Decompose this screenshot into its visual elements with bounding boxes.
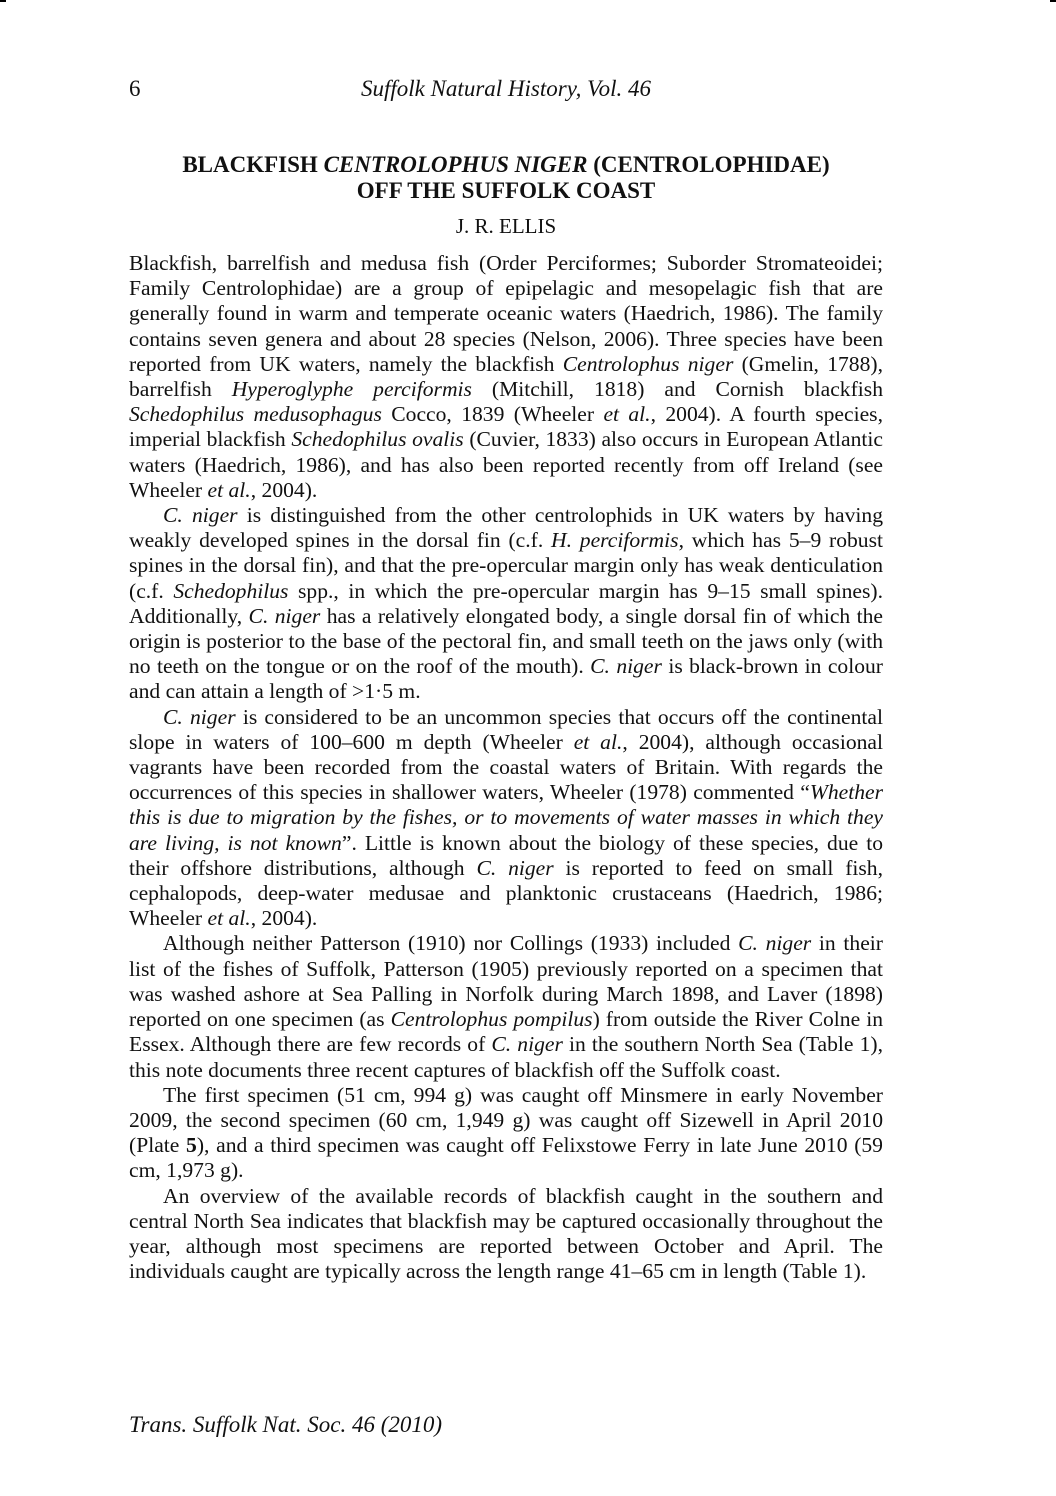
text: ”. Little is known about the biology of these species, due to their offshore distributions, although [129, 830, 883, 880]
running-header [129, 76, 883, 106]
text: , 2004). [250, 906, 318, 931]
species-name: Hyperoglyphe perciformis [231, 377, 472, 402]
text: is distinguished from the other centrolophids in UK waters by having weakly developed spines in the dorsal fin (c.f. [129, 503, 883, 553]
text: is reported to feed on small fish, cephalopods, deep-water medusae and planktonic crustaceans (Haedrich, 1986; Wheeler [129, 855, 884, 931]
text: Although neither Patterson (1910) nor Collings (1933) included [163, 931, 739, 956]
text: spp., in which the pre-opercular margin has 9–15 small spines). Additionally, [129, 578, 883, 628]
species-name: C. niger [163, 704, 236, 729]
text: in their list of the fishes of Suffolk, Patterson (1905) previously reported on a specimen that was washed ashore at Sea Palling in Norfolk during March 1898, and Laver (1898) reported on one specimen (as [129, 931, 884, 1032]
text: in the southern North Sea (Table 1), this note documents three recent captures of blackfish off the Suffolk coast. [129, 1032, 883, 1082]
title-text: BLACKFISH [182, 152, 324, 177]
article-title [129, 152, 883, 204]
quotation: Whether this is due to migration by the fishes, or to movements of water masses in which they are living, is not known [129, 780, 883, 855]
citation-etal: et al. [207, 477, 251, 502]
paragraph-2 [129, 503, 883, 705]
text: , which has 5–9 robust spines in the dorsal fin), and that the pre-opercular margin only has weak denticulation (c.f. [129, 528, 884, 603]
title-line-2: OFF THE SUFFOLK COAST [356, 178, 656, 203]
plate-reference: 5 [186, 1133, 197, 1158]
paragraph-4 [129, 931, 883, 1082]
paragraph-5 [129, 1083, 883, 1184]
species-name: C. niger [590, 654, 662, 679]
paragraph-6 [129, 1184, 883, 1285]
corner-mark-right [1050, 0, 1056, 2]
text: has a relatively elongated body, a single dorsal fin of which the origin is posterior to the base of the pectoral fin, and small teeth on the jaws only (with no teeth on the tongue or on the roof of the mouth). [129, 603, 883, 679]
species-name: Schedophilus [173, 578, 289, 603]
paragraph-3 [129, 705, 883, 932]
text: (Gmelin, 1788), barrelfish [129, 351, 883, 402]
species-name: C. niger [738, 931, 812, 956]
text: is black-brown in colour and can attain a length of >1·5 m. [129, 654, 883, 704]
text: ), and a third specimen was caught off Felixstowe Ferry in late June 2010 (59 cm, 1,973 g). [129, 1133, 883, 1183]
text: is considered to be an uncommon species that occurs off the continental slope in waters of 100–600 m depth (Wheeler [129, 704, 884, 754]
species-name: C. niger [163, 503, 238, 528]
text: (Mitchill, 1818) and Cornish blackfish [471, 377, 883, 402]
text: Cocco, 1839 (Wheeler [381, 402, 604, 427]
title-line-1 [129, 152, 883, 178]
species-name: C. niger [491, 1032, 563, 1057]
running-footer: Trans. Suffolk Nat. Soc. 46 (2010) [129, 1412, 443, 1437]
text: , 2004). A fourth species, imperial blackfish [129, 402, 883, 452]
citation-etal: et al. [573, 729, 623, 754]
species-name: C. niger [476, 855, 554, 880]
text: ) from outside the River Colne in Essex. Although there are few records of [129, 1007, 883, 1057]
citation-etal: et al. [207, 906, 251, 931]
text: The first specimen (51 cm, 994 g) was caught off Minsmere in early November 2009, the second specimen (60 cm, 1,949 g) was caught off Sizewell in April 2010 (Plate [129, 1082, 883, 1158]
paragraph-1 [129, 251, 883, 503]
text: , 2004), although occasional vagrants have been recorded from the coastal waters of Britain. With regards the occurrences of this species in shallower waters, Wheeler (1978) commented “ [129, 729, 883, 805]
corner-mark-left [0, 0, 6, 2]
journal-title: Suffolk Natural History, Vol. 46 [360, 76, 652, 101]
species-name: H. perciformis [551, 528, 679, 553]
article-body [129, 251, 883, 1284]
species-name: Centrolophus pompilus [390, 1007, 593, 1032]
species-name: Schedophilus medusophagus [129, 402, 382, 427]
page-number: 6 [129, 76, 141, 101]
author: J. R. ELLIS [455, 214, 557, 238]
species-name: C. niger [248, 603, 321, 628]
title-species: CENTROLOPHUS NIGER [323, 152, 588, 177]
text: (Cuvier, 1833) also occurs in European Atlantic waters (Haedrich, 1986), and has also been reported recently from off Ireland (see Wheeler [129, 427, 883, 502]
text: Blackfish, barrelfish and medusa fish (Order Perciformes; Suborder Stromateoidei; Family Centrolophidae) are a group of epipelagic and mesopelagic fish that are generally found in warm and temperate oceanic waters (Haedrich, 1986). The family contains seven genera and about 28 species (Nelson, 2006). Three species have been reported from UK waters, namely the blackfish [129, 251, 883, 376]
species-name: Centrolophus niger [562, 351, 734, 376]
text: , 2004). [250, 477, 318, 502]
title-family: (CENTROLOPHIDAE) [587, 152, 830, 177]
species-name: Schedophilus ovalis [291, 427, 464, 452]
text: An overview of the available records of blackfish caught in the southern and central North Sea indicates that blackfish may be captured occasionally throughout the year, although most specimens are reported between October and April. The individuals caught are typically across the length range 41–65 cm in length (Table 1). [129, 1183, 883, 1284]
citation-etal: et al. [603, 402, 651, 427]
